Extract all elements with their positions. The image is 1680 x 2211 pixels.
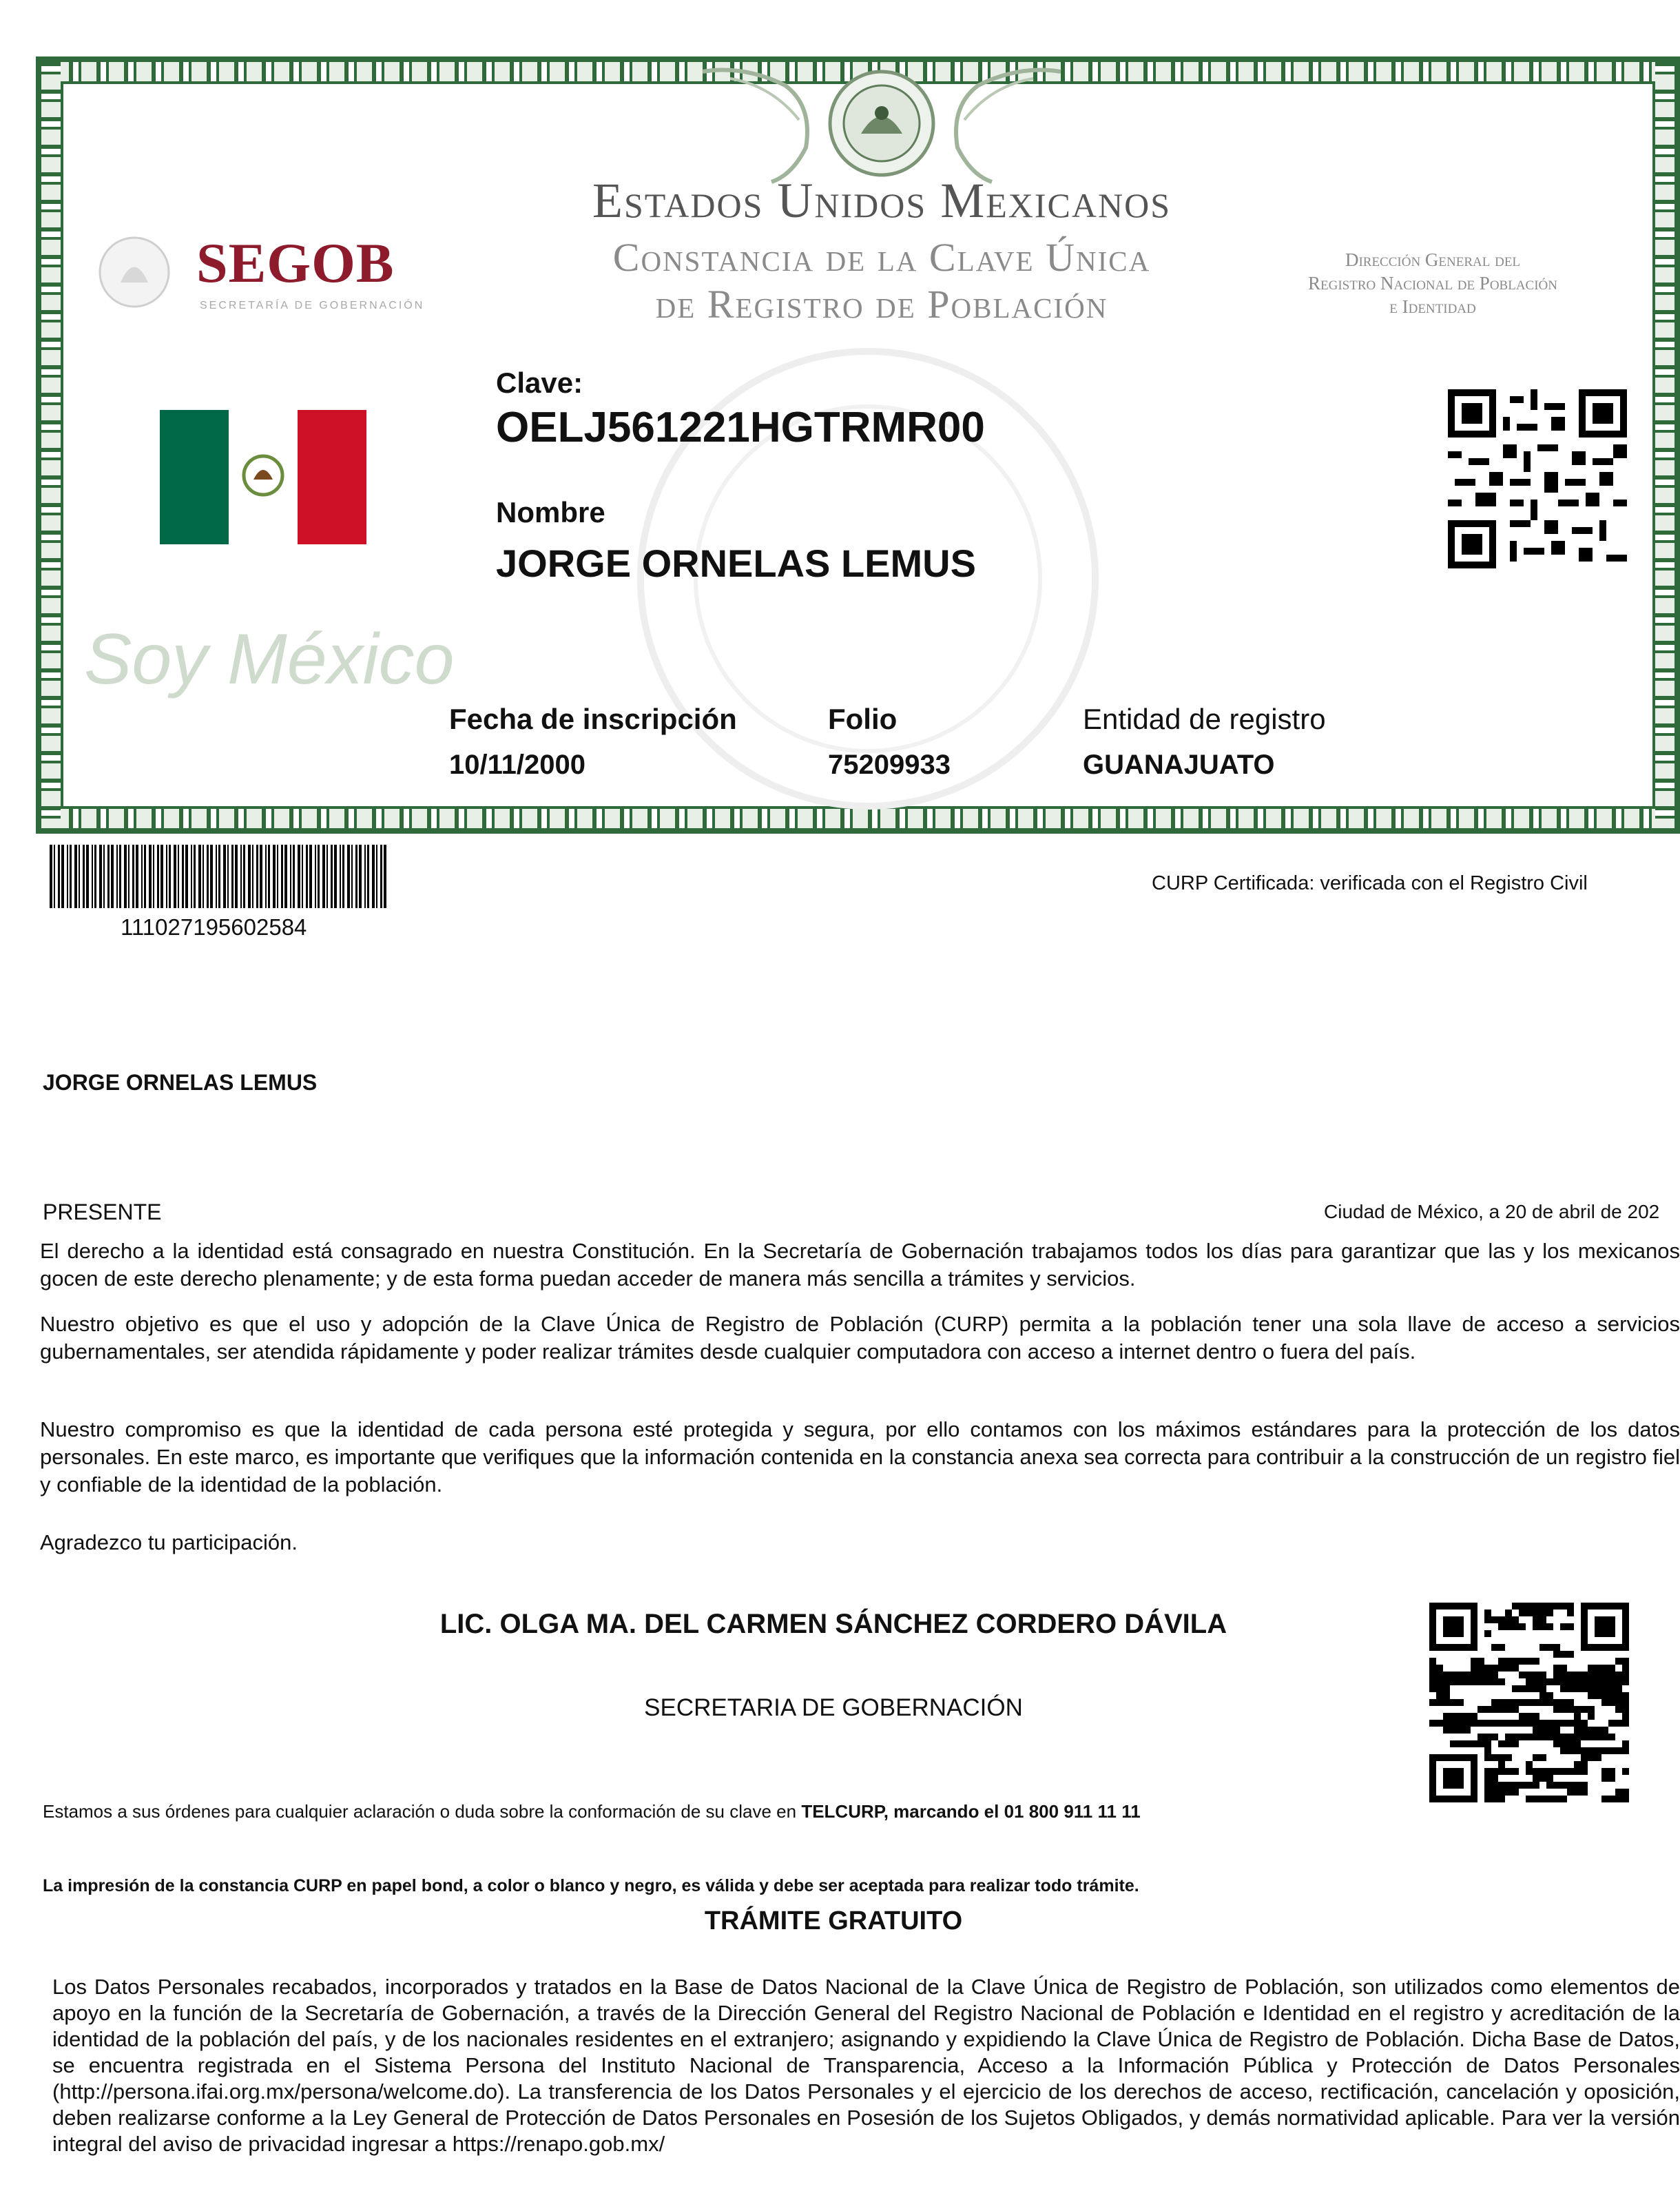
free-procedure: TRÁMITE GRATUITO (704, 1906, 963, 1935)
certificate-frame (36, 56, 1680, 834)
validity-note: La impresión de la constancia CURP en papel bond, a color o blanco y negro, es válida y debe ser aceptada para realizar todo trámite. (43, 1876, 1139, 1895)
direction-line-1: Dirección General del (1345, 249, 1521, 270)
mexican-flag (160, 410, 366, 544)
presente-label: PRESENTE (43, 1200, 162, 1224)
entidad-label: Entidad de registro (1083, 703, 1326, 735)
paragraph-4: Agradezco tu participación. (40, 1530, 298, 1554)
folio-value: 75209933 (828, 750, 951, 780)
paragraph-2: Nuestro objetivo es que el uso y adopción de la Clave Única de Registro de Población (CURP) permita a la población tener una sola llave de acceso a servicios gubernamentales, ser atendida rápidamente y poder realizar trámites desde cualquier computadora con acceso a internet dentro o fuera del país. (40, 1312, 1680, 1364)
nombre-value: JORGE ORNELAS LEMUS (496, 542, 976, 585)
direction-text (1240, 248, 1626, 318)
telcurp-phone: TELCURP, marcando el 01 800 911 11 11 (801, 1801, 1141, 1822)
certified-note: CURP Certificada: verificada con el Registro Civil (1152, 872, 1588, 894)
slogan: Soy México (84, 619, 455, 699)
segob-tagline: SECRETARÍA DE GOBERNACIÓN (200, 300, 425, 311)
nombre-label: Nombre (496, 496, 605, 528)
signatory-name: LIC. OLGA MA. DEL CARMEN SÁNCHEZ CORDERO DÁVILA (439, 1609, 1227, 1639)
paragraph-1: El derecho a la identidad está consagrado en nuestra Constitución. En la Secretaría de Gobernación trabajamos todos los días para garantizar que las y los mexicanos gocen de este derecho plenamente; y de esta forma puedan acceder de manera más sencilla a trámites y servicios. (40, 1239, 1680, 1290)
contact-line (43, 1801, 1141, 1822)
entidad-value: GUANAJUATO (1083, 750, 1275, 780)
segob-logo: SEGOB (196, 232, 395, 294)
clave-value: OELJ561221HGTRMR00 (496, 404, 985, 451)
qr-code-letter (1429, 1603, 1629, 1802)
contact-text: Estamos a sus órdenes para cualquier aclaración o duda sobre la conformación de su clave en (43, 1801, 802, 1822)
barcode (50, 845, 387, 908)
recipient-name: JORGE ORNELAS LEMUS (43, 1070, 318, 1095)
qr-code-certificate (1448, 389, 1627, 568)
frame-border-right (1655, 62, 1674, 828)
signatory-title: SECRETARIA DE GOBERNACIÓN (644, 1694, 1023, 1721)
barcode-number: 111027195602584 (121, 914, 307, 940)
frame-border-left (41, 62, 61, 828)
folio-label: Folio (828, 703, 898, 735)
subtitle-line-2: de Registro de Población (655, 282, 1108, 327)
eagle-seal-icon (96, 234, 172, 310)
clave-label: Clave: (496, 367, 583, 399)
direction-line-2: Registro Nacional de Población (1308, 273, 1557, 294)
privacy-notice: Los Datos Personales recabados, incorporados y tratados en la Base de Datos Nacional de la Clave Única de Registro de Población, son utilizados como elementos de apoyo en la función de la Secretaría de Gobernación, a través de la Dirección General del Registro Nacional de Población e Identidad en el registro y acreditación de la identidad de la población del país, y de los nacionales residentes en el extranjero; asignando y expidiendo la Clave Única de Registro de Población. Dicha Base de Datos, se encuentra registrada en el Sistema Persona del Instituto Nacional de Transparencia, Acceso a la Información Pública y Protección de Datos Personales (http://persona.ifai.org.mx/persona/welcome.do). La transferencia de los Datos Personales y el ejercicio de los derechos de acceso, rectificación, cancelación y oposición, deben realizarse conforme a la Ley General de Protección de Datos Personales en Posesión de los Sujetos Obligados, y demás normatividad aplicable. Para ver la versión integral del aviso de privacidad ingresar a https://renapo.gob.mx/ (52, 1975, 1680, 2156)
subtitle-line-1: Constancia de la Clave Única (612, 235, 1151, 280)
flag-eagle-icon (241, 453, 285, 497)
paragraph-3: Nuestro compromiso es que la identidad de cada persona esté protegida y segura, por ello contamos con los máximos estándares para la protección de los datos personales. En este marco, es importante que verifiques que la información contenida en la constancia anexa sea correcta para contribuir a la construcción de un registro fiel y confiable de la identidad de la población. (40, 1417, 1680, 1497)
country-title: Estados Unidos Mexicanos (592, 173, 1172, 228)
place-date: Ciudad de México, a 20 de abril de 202 (1324, 1201, 1660, 1222)
fecha-label: Fecha de inscripción (449, 703, 737, 735)
direction-line-3: e Identidad (1389, 296, 1476, 317)
fecha-value: 10/11/2000 (449, 750, 585, 780)
